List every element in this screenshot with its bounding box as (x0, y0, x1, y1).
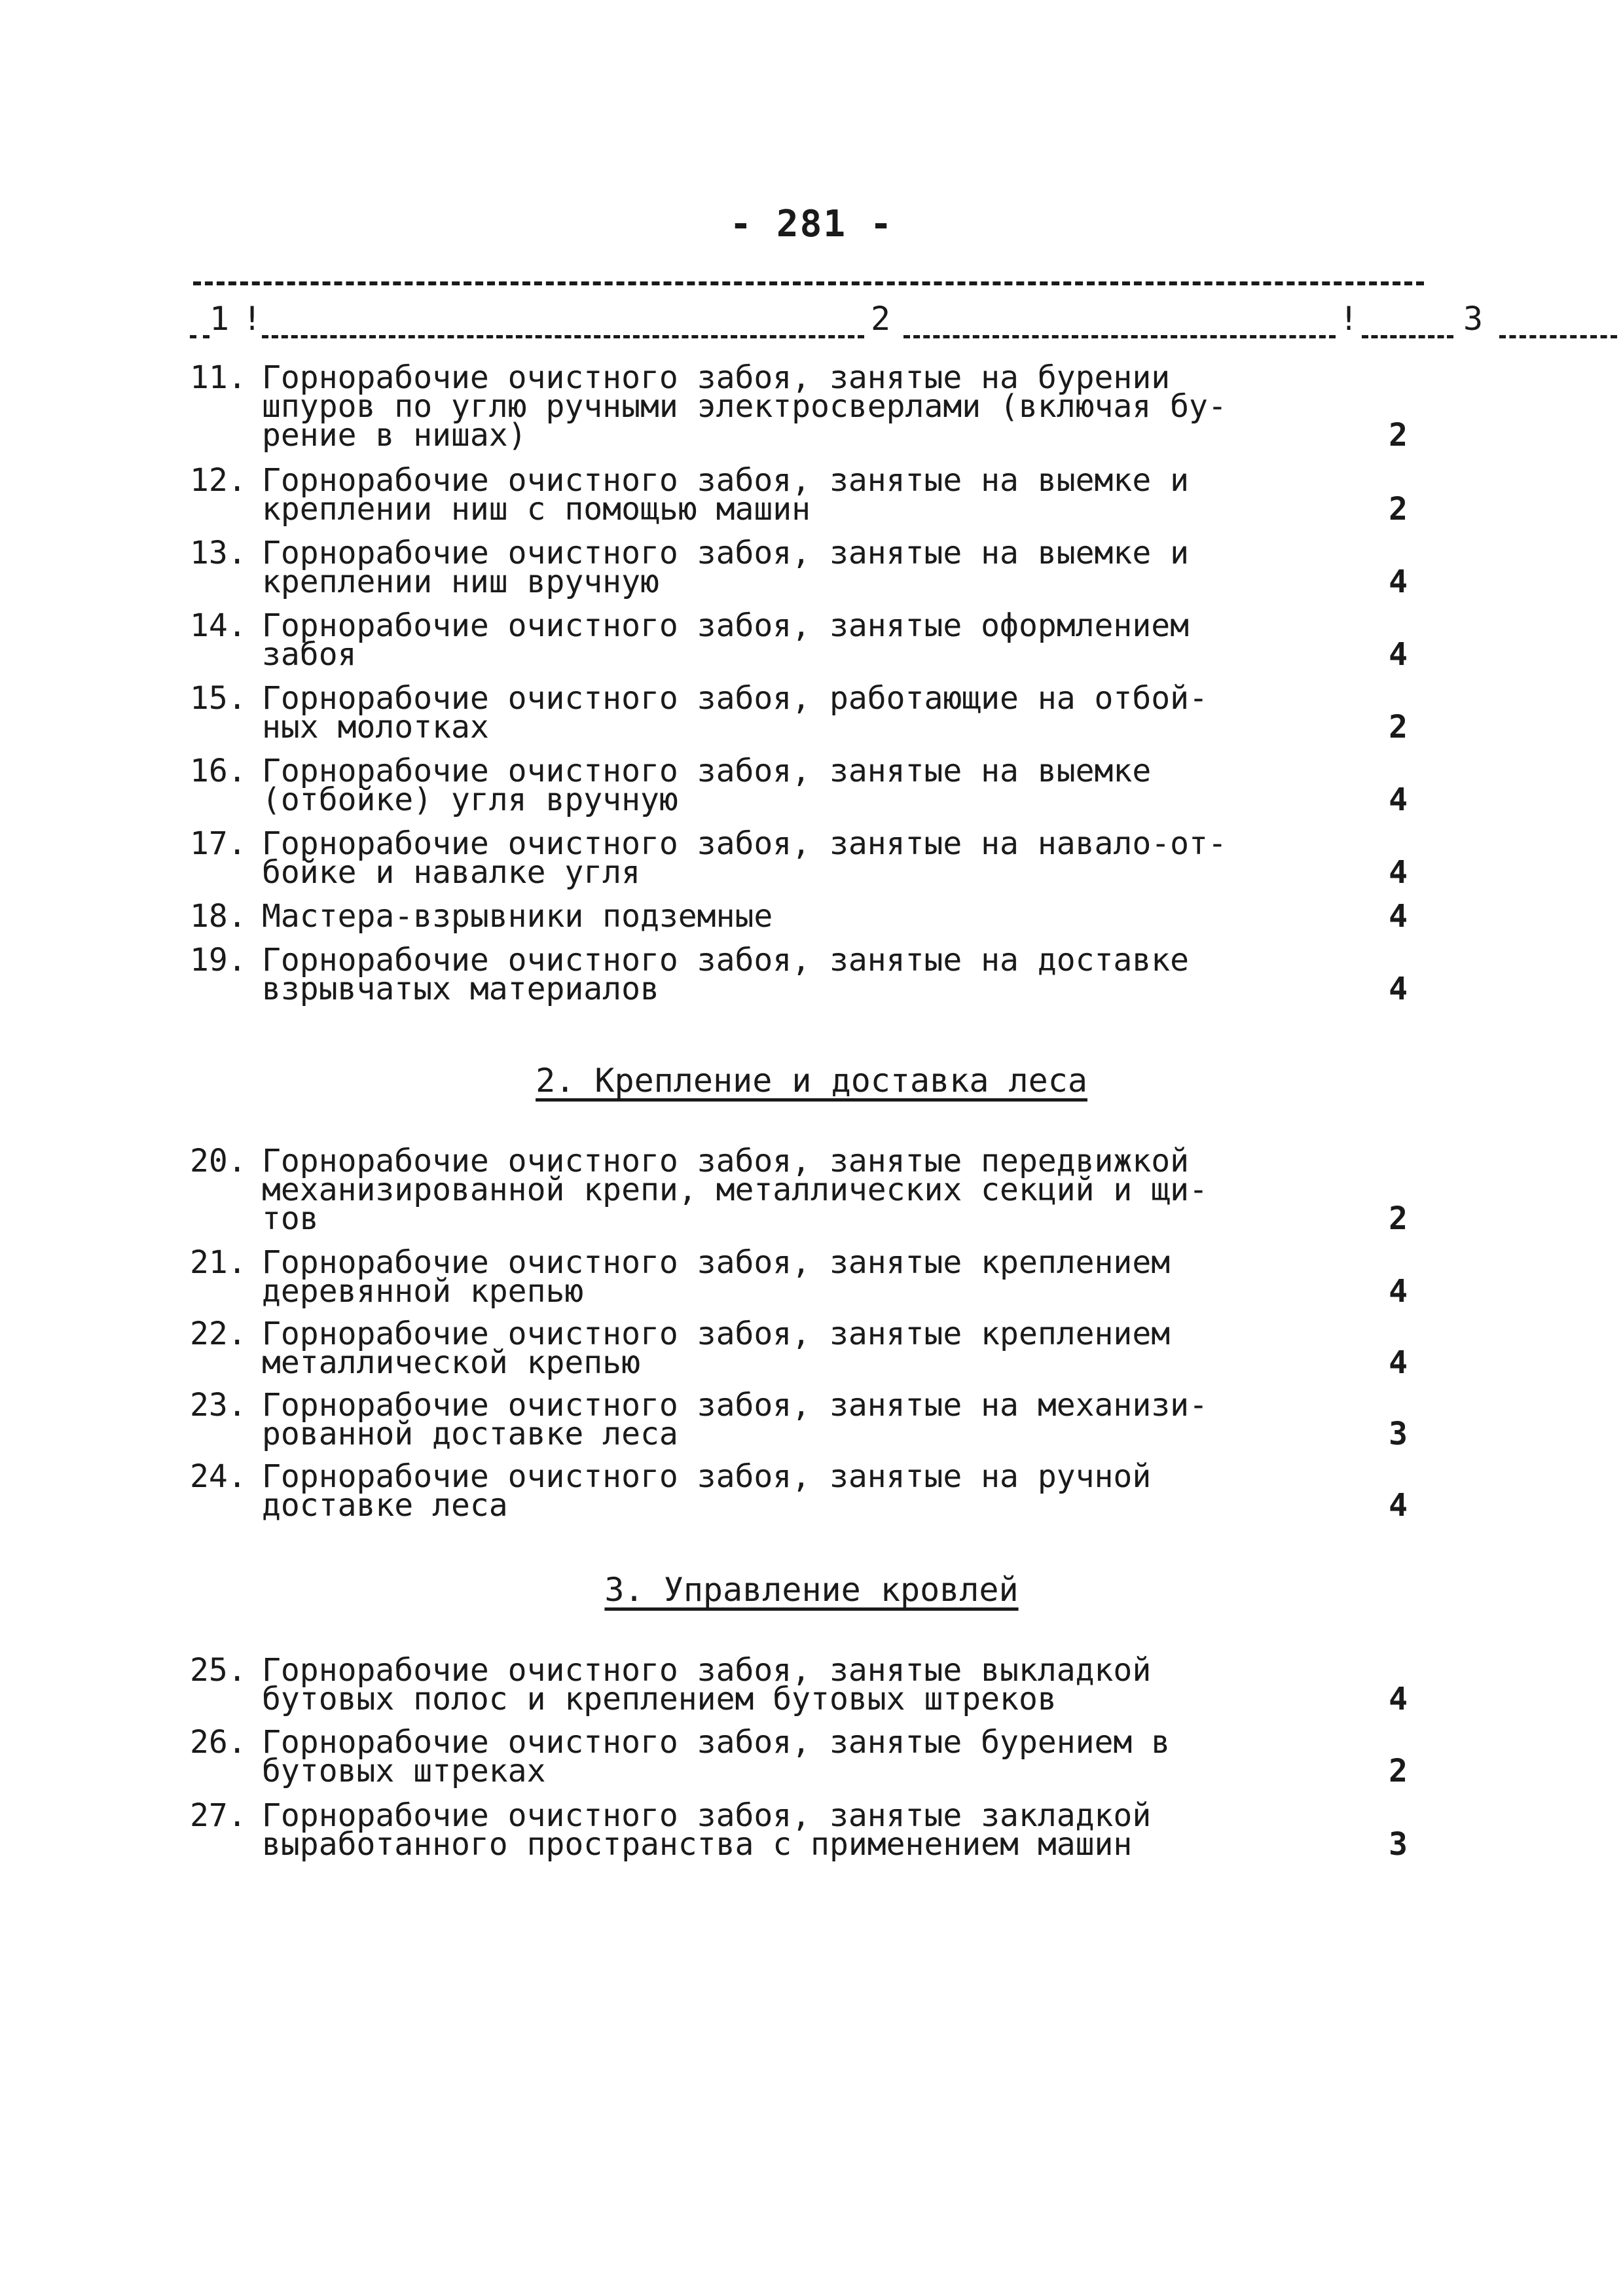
row-number: 17. (190, 825, 247, 862)
row-value: 4 (1389, 898, 1408, 935)
row-text: Горнорабочие очистного забоя, занятые на механизи- рованной доставке леса (262, 1387, 1208, 1452)
header-dash (1499, 335, 1617, 338)
row-text: Горнорабочие очистного забоя, занятые выкладкой бутовых полос и креплением бутовых штреков (262, 1652, 1152, 1717)
row-number: 23. (190, 1387, 247, 1424)
row-text: Горнорабочие очистного забоя, занятые на ручной доставке леса (262, 1458, 1152, 1524)
section-title: 3. Управление кровлей (604, 1571, 1019, 1609)
table-header (190, 300, 1484, 346)
row-text: Горнорабочие очистного забоя, занятые бурением в бутовых штреках (262, 1724, 1171, 1789)
row-number: 14. (190, 607, 247, 644)
row-text: Горнорабочие очистного забоя, занятые креплением металлической крепью (262, 1316, 1171, 1381)
row-text: Горнорабочие очистного забоя, занятые оформлением забоя (262, 607, 1190, 673)
row-number: 11. (190, 359, 247, 396)
row-text: Мастера-взрывники подземные (262, 898, 773, 935)
row-value: 2 (1389, 417, 1408, 454)
header-separator-1: ! (242, 300, 263, 338)
row-number: 13. (190, 535, 247, 571)
row-text: Горнорабочие очистного забоя, работающие на отбой- ных молотках (262, 680, 1208, 745)
row-number: 18. (190, 898, 247, 935)
header-col-1: 1 (210, 300, 230, 338)
row-number: 16. (190, 753, 247, 789)
row-text: Горнорабочие очистного забоя, занятые на выемке и креплении ниш с помощью машин (262, 462, 1190, 528)
row-text: Горнорабочие очистного забоя, занятые на выемке (отбойке) угля вручную (262, 753, 1152, 818)
table-top-rule (193, 281, 1424, 285)
header-dash (190, 335, 210, 338)
row-text: Горнорабочие очистного забоя, занятые на навало-от- бойке и навалке угля (262, 825, 1227, 891)
row-value: 4 (1389, 1273, 1408, 1310)
row-value: 4 (1389, 1681, 1408, 1717)
row-text: Горнорабочие очистного забоя, занятые передвижкой механизированной крепи, металлических секций и щи- тов (262, 1143, 1208, 1237)
row-number: 19. (190, 942, 247, 978)
row-number: 12. (190, 462, 247, 499)
row-value: 4 (1389, 971, 1408, 1007)
row-number: 21. (190, 1244, 247, 1281)
header-col-2: 2 (871, 300, 891, 338)
header-separator-2: ! (1339, 300, 1359, 338)
row-number: 26. (190, 1724, 247, 1761)
page-number: - 281 - (729, 203, 894, 245)
row-number: 25. (190, 1652, 247, 1689)
row-value: 2 (1389, 1200, 1408, 1237)
row-number: 15. (190, 680, 247, 717)
row-value: 4 (1389, 564, 1408, 600)
row-value: 4 (1389, 781, 1408, 818)
row-text: Горнорабочие очистного забоя, занятые на доставке взрывчатых материалов (262, 942, 1190, 1007)
row-text: Горнорабочие очистного забоя, занятые на бурении шпуров по углю ручными электросверлами (включая бу- рение в нишах) (262, 359, 1227, 454)
row-value: 3 (1389, 1826, 1408, 1863)
header-dash (1362, 335, 1453, 338)
row-value: 4 (1389, 636, 1408, 673)
row-number: 27. (190, 1797, 247, 1834)
row-number: 24. (190, 1458, 247, 1495)
section-title: 2. Крепление и доставка леса (536, 1062, 1087, 1100)
row-value: 4 (1389, 854, 1408, 891)
row-text: Горнорабочие очистного забоя, занятые закладкой выработанного пространства с применением машин (262, 1797, 1152, 1863)
row-value: 4 (1389, 1344, 1408, 1381)
row-value: 4 (1389, 1487, 1408, 1524)
row-value: 2 (1389, 491, 1408, 528)
row-value: 2 (1389, 709, 1408, 745)
header-dash (903, 335, 1336, 338)
row-text: Горнорабочие очистного забоя, занятые на выемке и креплении ниш вручную (262, 535, 1190, 600)
header-dash (262, 335, 864, 338)
row-value: 3 (1389, 1416, 1408, 1452)
row-text: Горнорабочие очистного забоя, занятые креплением деревянной крепью (262, 1244, 1171, 1310)
row-number: 22. (190, 1316, 247, 1352)
row-value: 2 (1389, 1753, 1408, 1789)
row-number: 20. (190, 1143, 247, 1179)
header-col-3: 3 (1463, 300, 1484, 338)
